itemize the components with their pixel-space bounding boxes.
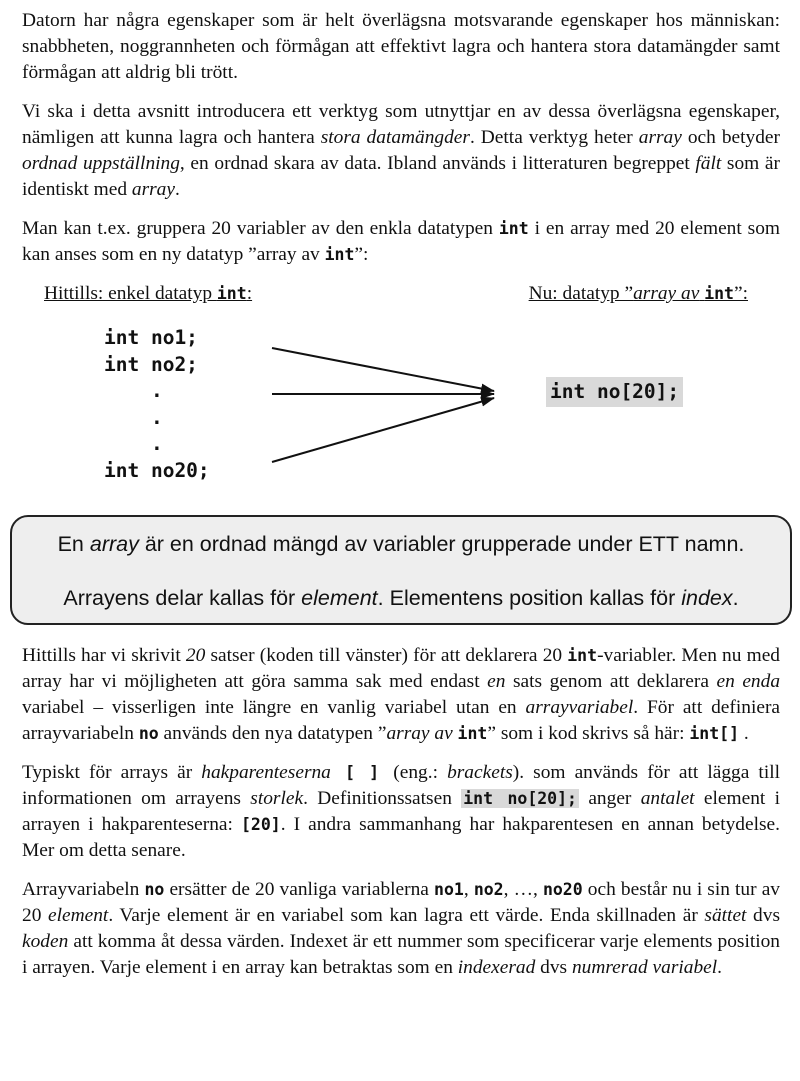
text-run: . I andra sammanhang har hakparentesen en annan betydelse. Mer om detta senare. [22,814,780,861]
code-line: int no1; [104,326,198,349]
text-run: index [681,586,733,610]
brackets-paragraph [22,760,780,864]
array-diagram [22,281,780,499]
text-run: storlek [250,788,304,809]
text-run: int[] [689,724,739,743]
text-run: array av [633,283,700,304]
text-run: 20 [185,645,206,666]
text-run: är en ordnad mängd av variabler grupperade under ETT namn. [138,532,745,556]
definition-box [10,515,792,625]
text-run: antalet [640,788,695,809]
text-run: Man kan t.ex. gruppera 20 variabler av den enkla datatypen [22,218,499,239]
definition-line-1 [28,529,774,559]
text-run: Typiskt för arrays är [22,762,202,783]
text-run: att komma åt dessa värden. Indexet är ett nummer som specificerar varje elements position i arrayen. Varje element i en array kan betraktas som en [22,931,780,978]
text-run: i en array med 20 element som kan anses som en ny datatyp ”array av [22,218,781,265]
text-run: och består nu i sin tur av 20 [22,879,780,926]
text-run: Datorn har några egenskaper som är helt överlägsna motsvarande egenskaper hos människan: snabbheten, noggrannheten och förmågan att effektivt lagra och hantera stora datamängder samt förmågan att aldrig bli trött. [22,10,780,83]
declaration-paragraph [22,643,780,747]
arrow-bottom [272,398,494,462]
text-run: sättet [704,905,747,926]
text-run: int no[20]; [463,789,577,808]
text-run: no1 [434,880,464,899]
text-run: . Detta verktyg heter [469,127,639,148]
text-run: int [498,219,529,238]
text-run: indexerad [457,957,536,978]
text-run: (eng.: [393,762,448,783]
elements-paragraph [22,877,780,981]
text-run: Hittills: enkel datatyp [44,283,217,304]
text-run: används den nya datatypen ” [158,723,387,744]
text-run: brackets [447,762,513,783]
code-line: . [104,432,163,455]
text-run: int [567,646,598,665]
text-run: . Elementens position kallas för [377,586,682,610]
arrow-top [272,348,494,391]
text-run: . [739,723,749,744]
text-run: ). som används för att lägga till informationen om arrayens [22,762,780,809]
text-run: anger [579,788,641,809]
text-run: int [324,245,355,264]
text-run: ”: [734,283,748,304]
text-run: array [89,532,139,556]
text-run: numrerad variabel [571,957,718,978]
text-run: sats genom att deklarera [505,671,717,692]
text-run: dvs [535,957,572,978]
text-run: no2 [473,880,504,899]
text-run: int [216,284,247,303]
text-run: en [487,671,506,692]
text-run: : [246,283,253,304]
text-run: . [732,586,739,610]
text-run: int [457,724,488,743]
text-run: int [704,284,734,303]
text-run: ersätter de 20 vanliga variablerna [164,879,435,900]
text-run: element [301,586,378,610]
text-run: dvs [746,905,780,926]
text-run: element [48,905,109,926]
grouping-paragraph [22,216,780,268]
text-run: [20] [240,815,281,834]
text-run: ”: [354,244,369,265]
text-run: element i arrayen i hakparenteserna: [22,788,780,835]
array-declaration: int no[20]; [546,377,683,407]
code-line: . [104,405,163,429]
text-run: Arrayens delar kallas för [63,586,302,610]
text-run: no20 [542,880,583,899]
text-run: som är identiskt med [22,153,780,200]
text-run: , …, [503,879,543,900]
text-run: variabel – visserligen inte längre en vanlig variabel utan en [22,697,526,718]
text-run: Nu: datatyp ” [528,283,634,304]
text-run: . [717,957,723,978]
text-run: Arrayvariabeln [22,879,145,900]
text-run: , en ordnad skara av data. Ibland används i litteraturen begreppet [179,153,696,174]
text-run: . [174,179,180,200]
text-run: Vi ska i detta avsnitt introducera ett verktyg som utnyttjar en av dessa överlägsna egenskaper, nämligen att kunna lagra och hantera [22,101,780,148]
page [22,8,780,994]
text-run: Hittills har vi skrivit [22,645,186,666]
text-run: ” som i kod skrivs så här: [487,723,690,744]
text-run: -variabler. Men nu med array har vi möjligheten att göra samma sak med endast [22,645,780,692]
intro-paragraph [22,8,780,86]
code-line: int no20; [104,458,210,482]
text-run: fält [695,153,722,174]
code-line: int no2; [104,352,198,376]
text-run: array av [386,723,458,744]
text-run: och betyder [681,127,780,148]
code-line: . [104,379,163,402]
text-run: , [463,879,474,900]
definition-line-2 [28,583,774,613]
text-run: . Varje element är en variabel som kan lagra ett värde. Enda skillnaden är [108,905,705,926]
array-intro-paragraph [22,99,780,203]
text-run: no [144,880,165,899]
text-run: . För att definiera arrayvariabeln [22,697,781,744]
text-run: array [638,127,682,148]
text-run: En [57,532,90,556]
text-run: . Definitionssatsen [303,788,462,809]
text-run: array [131,179,175,200]
text-run: koden [22,931,69,952]
text-run: hakparenteserna [201,762,331,783]
text-run: [ ] [330,763,394,782]
text-run: no [138,724,159,743]
text-run: stora datamängder [320,127,470,148]
text-run: satser (koden till vänster) för att deklarera 20 [205,645,568,666]
text-run: arrayvariabel [525,697,634,718]
text-run: en enda [716,671,781,692]
text-run: ordnad uppställning [22,153,180,174]
